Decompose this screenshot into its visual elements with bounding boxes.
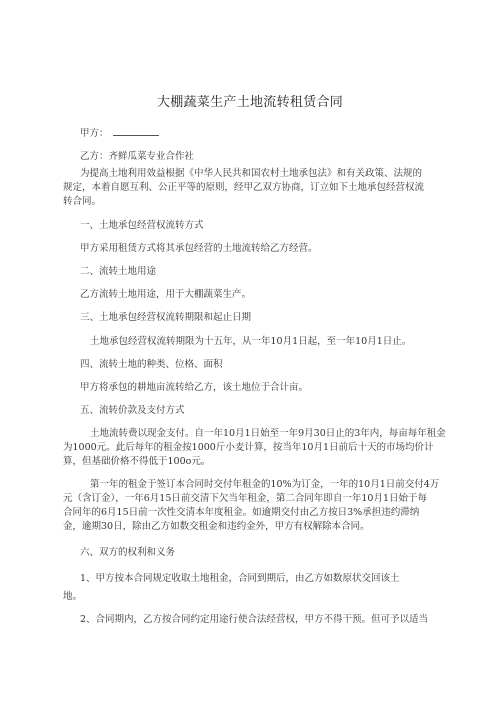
section-5-heading: 五、流转价款及支付方式 <box>80 405 185 416</box>
section-5-p2-line-2: 元（含订金），一年6月15日前交清下欠当年租金，第二合同年即自一年10月1日始于每 <box>63 493 428 504</box>
intro-line-3: 转合同。 <box>63 196 102 207</box>
section-5-p2-line-1: 第一年的租金于签订本合同时交付年租金的10%为订金，一年的10月1日前交付4万 <box>90 479 440 490</box>
party-a-label: 甲方： <box>80 128 109 139</box>
section-4-heading: 四、流转土地的种类、位格、面积 <box>80 359 223 370</box>
section-5-p2-line-4: 金，逾期30日，除由乙方如数交租金和违约金外，甲方有权解除本合同。 <box>63 521 370 532</box>
section-5-p2-line-3: 合同年的6月15日前一次性交清本年度租金。如逾期交付由乙方按日3%承担违约滞纳 <box>63 507 420 518</box>
section-6-item-1-line-2: 地。 <box>63 591 83 602</box>
party-a-blank <box>113 126 159 136</box>
section-5-p1-line-2: 为1000元。此后每年的租金按1000斤小麦计算，按当年10月1日前后十天的市场均价计 <box>63 442 434 453</box>
party-a-line <box>80 126 159 141</box>
section-6-heading: 六、双方的权利和义务 <box>80 547 176 558</box>
section-2-heading: 二、流转土地用途 <box>80 266 157 277</box>
intro-line-1: 为提高土地利用效益根据《中华人民共和国农村土地承包法》和有关政策、法规的 <box>80 168 423 179</box>
contract-title: 大棚蔬菜生产土地流转租赁合同 <box>156 95 344 110</box>
section-5-p1-line-1: 土地流转费以现金支付。自一年10月1日始至一年9月30日止的3年内，每亩每年租金 <box>90 428 446 439</box>
party-b-line: 乙方：齐鲜瓜菜专业合作社 <box>80 151 195 162</box>
section-6-item-1-line-1: 1、甲方按本合同规定收取土地租金，合同到期后，由乙方如数原状交回该土 <box>80 573 400 584</box>
section-3-text: 土地承包经营权流转期限为十五年，从一年10月1日起，至一年10月1日止。 <box>90 336 412 347</box>
section-1-heading: 一、土地承包经营权流转方式 <box>80 220 204 231</box>
section-6-item-2-line-1: 2、合同期内，乙方按合同约定用途行使合法经营权，甲方不得干预。但可予以适当 <box>80 614 429 625</box>
section-3-heading: 三、土地承包经营权流转期限和起止日期 <box>80 312 252 323</box>
section-1-text: 甲方采用租赁方式将其承包经营的土地流转给乙方经营。 <box>80 243 318 254</box>
section-5-p1-line-3: 算，但基础价格不得低于100o元。 <box>63 456 211 467</box>
section-4-text: 甲方将承包的耕地亩流转给乙方，该土地位于合计亩。 <box>80 382 309 393</box>
section-2-text: 乙方流转土地用途，用于大棚蔬菜生产。 <box>80 289 252 300</box>
intro-line-2: 规定，本着自愿互利、公正平等的原则，经甲乙双方协商，订立如下土地承包经营权流 <box>63 182 425 193</box>
